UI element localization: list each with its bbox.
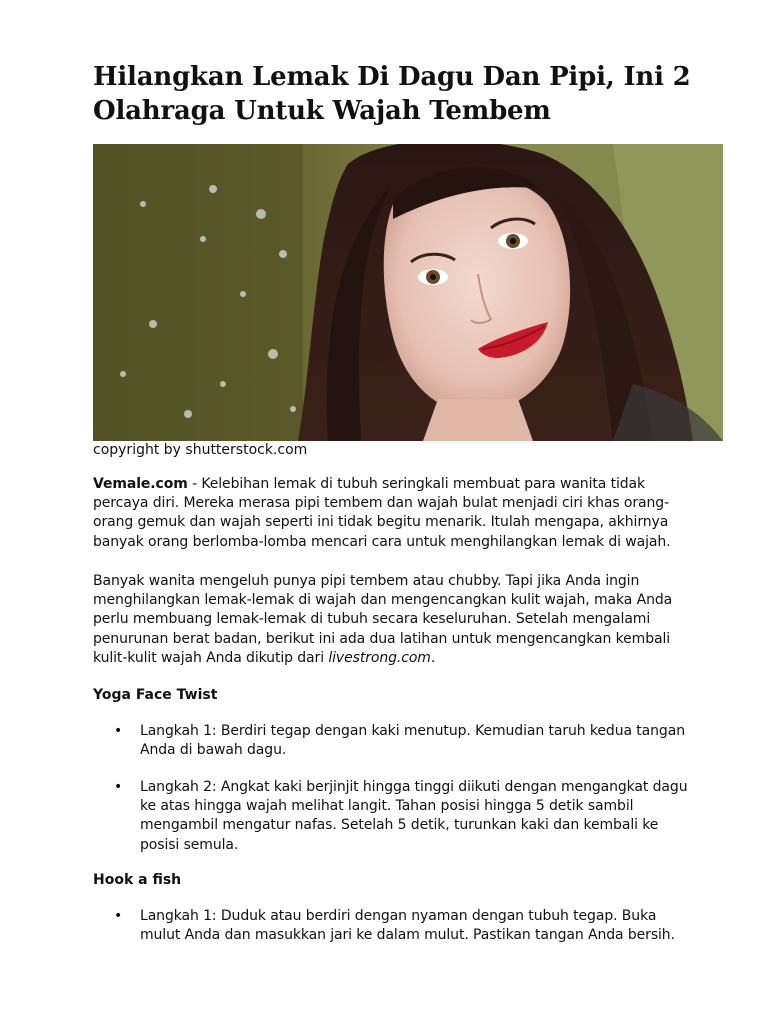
source-link[interactable]: livestrong.com [328,649,431,666]
list-item: Langkah 1: Duduk atau berdiri dengan nyaman dengan tubuh tegap. Buka mulut Anda dan masukkan jari ke dalam mulut. Pastikan tangan Anda bersih. [140,908,675,944]
intro-paragraph [93,475,693,552]
body-paragraph [93,572,693,668]
image-caption: copyright by shutterstock.com [93,442,308,458]
article-photo [93,144,723,441]
list-item: Langkah 2: Angkat kaki berjinjit hingga tinggi diikuti dengan mengangkat dagu ke atas hingga wajah melihat langit. Tahan posisi hingga 5 detik sambil mengambil mengatur nafas. Setelah 5 detik, turunkan kaki dan kembali ke posisi semula. [140,779,688,853]
intro-text: - Kelebihan lemak di tubuh seringkali membuat para wanita tidak percaya diri. Mereka merasa pipi tembem dan wajah bulat menjadi ciri khas orang-orang gemuk dan wajah seperti ini tidak begitu menarik. Itulah mengapa, akhirnya banyak orang berlomba-lomba mencari cara untuk menghilangkan lemak di wajah. [93,476,671,550]
body-text: Banyak wanita mengeluh punya pipi tembem atau chubby. Tapi jika Anda ingin menghilangkan lemak-lemak di wajah dan mengencangkan kulit wajah, maka Anda perlu membuang lemak-lemak di tubuh secara keseluruhan. Setelah mengalami penurunan berat badan, berikut ini ada dua latihan untuk mengencangkan kembali kulit-kulit wajah Anda dikutip dari [93,573,673,666]
body-end: . [430,649,436,666]
source-name: Vemale.com [93,476,188,492]
section-heading-hook-a-fish: Hook a fish [93,872,182,888]
article-title: Hilangkan Lemak Di Dagu Dan Pipi, Ini 2 Olahraga Untuk Wajah Tembem [93,62,691,126]
bullet-marker: • [114,723,123,739]
bullet-marker: • [114,779,123,795]
bullet-marker: • [114,908,123,924]
section-heading-yoga-face-twist: Yoga Face Twist [93,687,218,703]
list-item: Langkah 1: Berdiri tegap dengan kaki menutup. Kemudian taruh kedua tangan Anda di bawah dagu. [140,723,685,759]
